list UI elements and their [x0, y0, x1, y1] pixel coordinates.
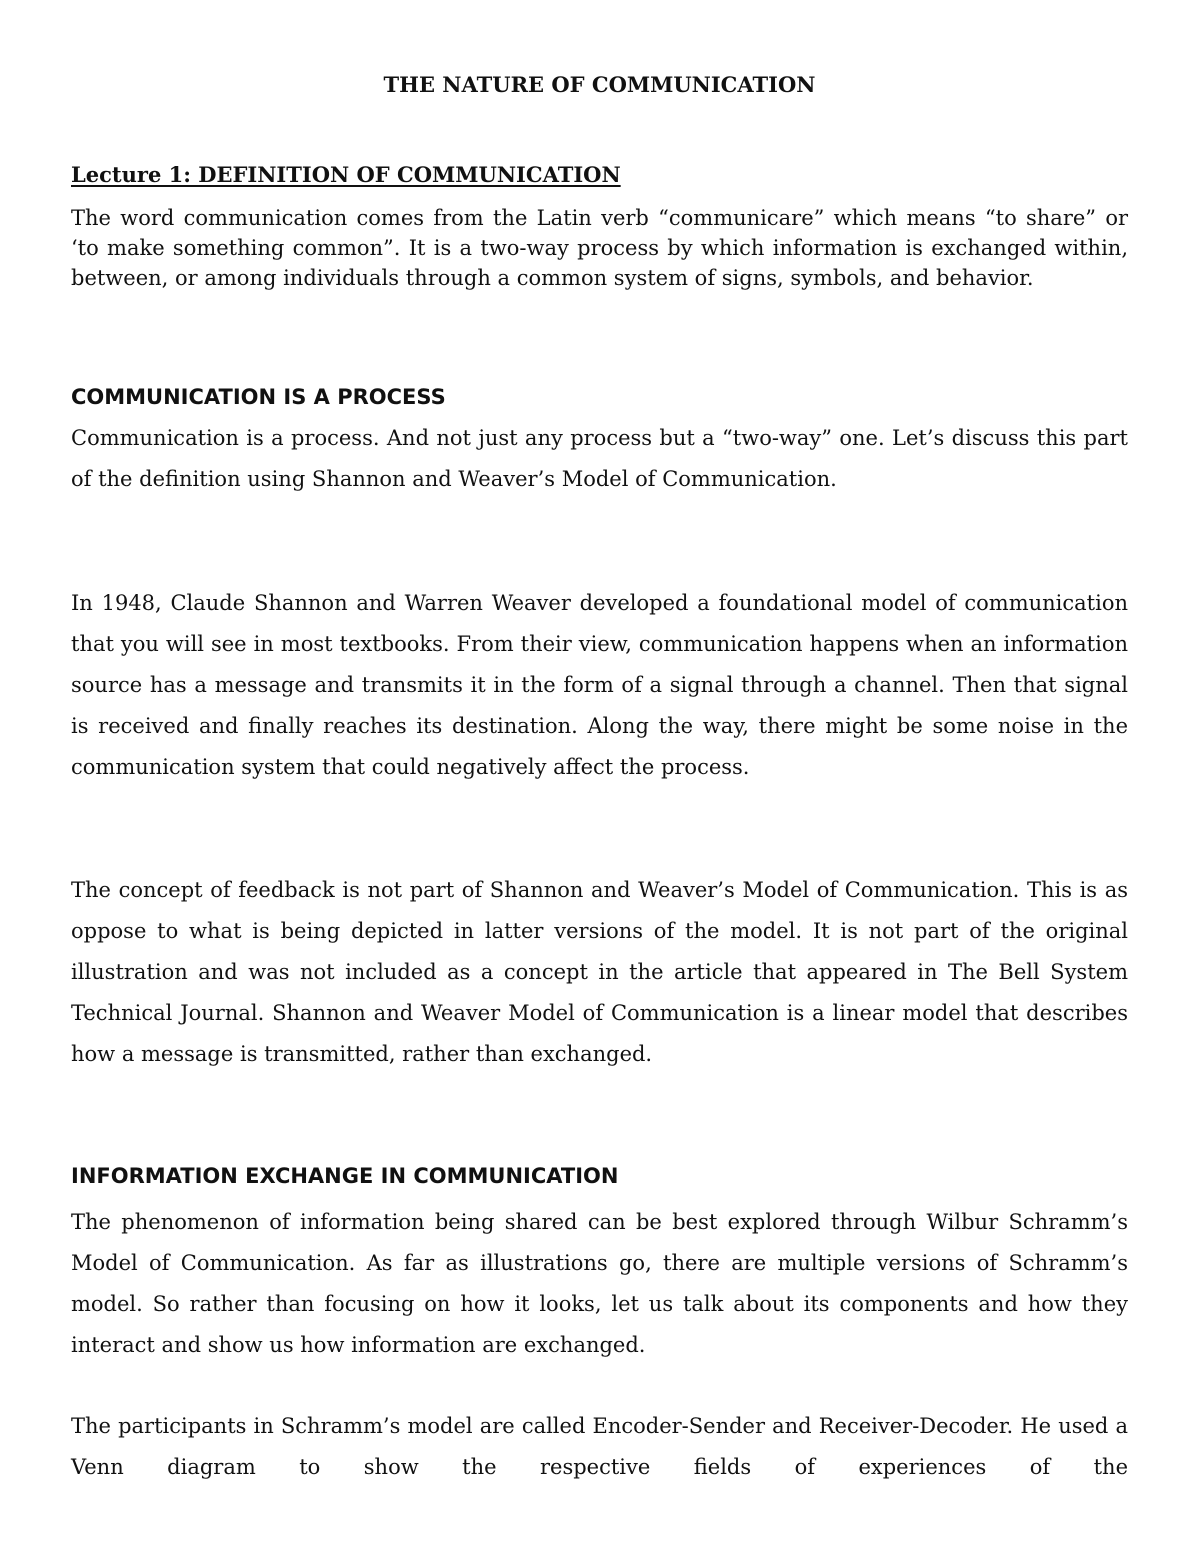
process-paragraph-2: In 1948, Claude Shannon and Warren Weaver developed a foundational model of communication that you will see in most textbooks. From their view, communication happens when an information source has a message and transmits it in the form of a signal through a channel. Then that signal is received and finally reaches its destination. Along the way, there might be some noise in the communication system that could negatively affect the process. — [71, 591, 1128, 779]
process-paragraph-1: Communication is a process. And not just any process but a “two-way” one. Let’s discuss this part of the definition using Shannon and Weaver’s Model of Communication. — [71, 426, 1128, 491]
exchange-paragraph-1: The phenomenon of information being shared can be best explored through Wilbur Schramm’s Model of Communication. As far as illustrations go, there are multiple versions of Schramm’s model. So rather than focusing on how it looks, let us talk about its components and how they interact and show us how information are exchanged. — [71, 1210, 1128, 1357]
section-heading-process: COMMUNICATION IS A PROCESS — [71, 385, 446, 409]
process-paragraph-3: The concept of feedback is not part of Shannon and Weaver’s Model of Communication. This is as oppose to what is being depicted in latter versions of the model. It is not part of the original illustration and was not included as a concept in the article that appeared in The Bell System Technical Journal. Shannon and Weaver Model of Communication is a linear model that describes how a message is transmitted, rather than exchanged. — [71, 878, 1128, 1066]
exchange-paragraph-2: The participants in Schramm’s model are called Encoder-Sender and Receiver-Decoder. He used a Venn diagram to show the respective fields of experiences of the — [71, 1414, 1128, 1479]
section-heading-information-exchange: INFORMATION EXCHANGE IN COMMUNICATION — [71, 1164, 619, 1188]
lecture-heading: Lecture 1: DEFINITION OF COMMUNICATION — [71, 162, 621, 187]
definition-paragraph: The word communication comes from the Latin verb “communicare” which means “to share” or ‘to make something common”. It is a two-way process by which information is exchanged within, between, or among individuals through a common system of signs, symbols, and behavior. — [71, 206, 1128, 290]
document-title: THE NATURE OF COMMUNICATION — [383, 72, 816, 97]
